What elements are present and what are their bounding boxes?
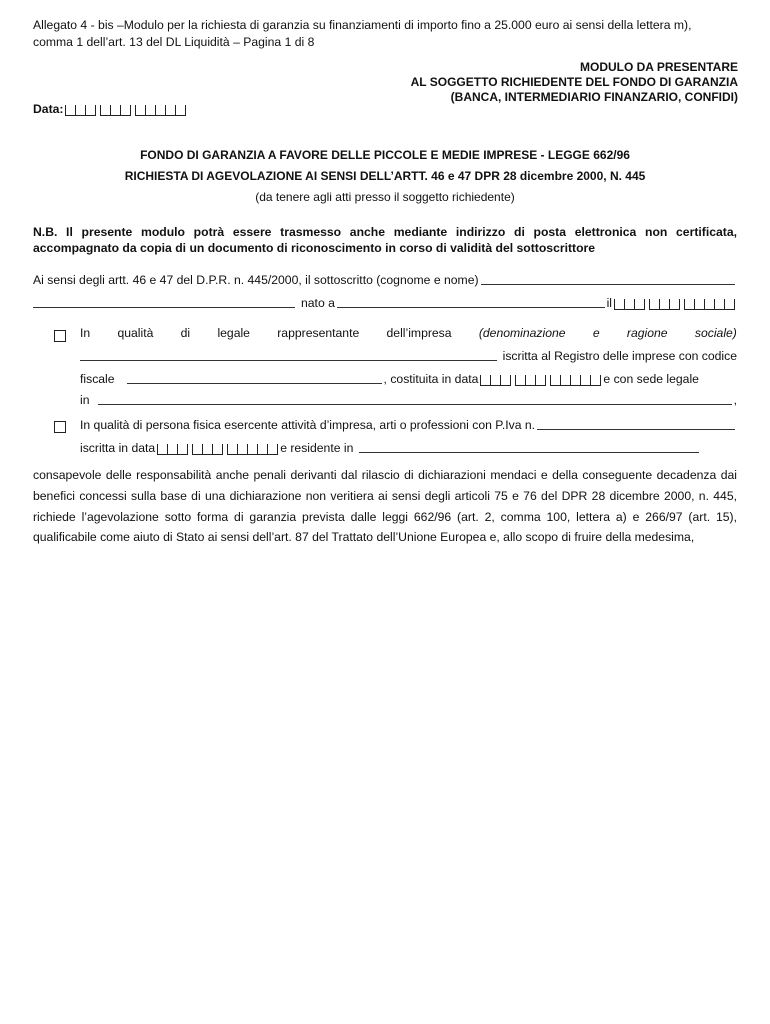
header-line-1: Allegato 4 - bis –Modulo per la richiesta di garanzia su finanziamenti di importo fino a 25.000 euro ai sensi della lettera m), — [33, 18, 692, 32]
seat-line — [80, 392, 737, 407]
fiscal-line — [80, 371, 737, 386]
option1-italic-word: e — [592, 326, 600, 340]
date-input-boxes[interactable] — [65, 105, 190, 116]
document-subtitle: RICHIESTA DI AGEVOLAZIONE AI SENSI DELL’ARTT. 46 e 47 DPR 28 dicembre 2000, N. 445 — [124, 169, 646, 183]
declaration-paragraph: consapevole delle responsabilità anche penali derivanti dal rilascio di dichiarazioni mendaci e della conseguente decadenza dai benefici concessi sulla base di una dichiarazione non veritiera ai sensi degli articoli 75 e 76 del DPR 28 dicembre 2000, n. 445, richiede l’agevolazione sotto forma di garanzia prevista dalle leggi 662/96 (art. 2, comma 100, lettera a) e 266/97 (art. 15), qualificabile come aiuto di Stato ai sensi dell’art. 87 del Trattato dell’Unione Europea e, allo scopo di fruire della medesima, — [33, 468, 737, 545]
addressee-block — [411, 60, 738, 105]
fiscal-label: fiscale — [80, 372, 115, 386]
option1-word: legale — [217, 326, 250, 340]
option1-italic-word: ragione — [626, 326, 668, 340]
document-note: (da tenere agli atti presso il soggetto richiedente) — [255, 190, 515, 204]
option1-word: di — [180, 326, 191, 340]
birthdate-label: il — [606, 296, 612, 310]
date-label: Data: — [33, 102, 64, 116]
vat-number-field[interactable] — [537, 417, 735, 430]
signer-name-continuation-field[interactable] — [33, 295, 295, 308]
option2-line — [80, 417, 737, 432]
nb-notice: N.B. Il presente modulo potrà essere trasmesso anche mediante indirizzo di posta elettronica non certificata, accompagnato da copia di un documento di riconoscimento in corso di validità del sottoscrittore — [33, 225, 737, 255]
option1-italic-word: (denominazione — [478, 326, 566, 340]
in-label: in — [80, 393, 90, 407]
company-name-line — [80, 348, 737, 363]
sole-trader-checkbox[interactable] — [54, 421, 66, 433]
seat-address-field[interactable] — [98, 392, 732, 405]
birthdate-boxes[interactable] — [614, 299, 735, 310]
option1-word: qualità — [117, 326, 154, 340]
option1-italic-word: sociale) — [694, 326, 737, 340]
born-label: nato a — [301, 296, 335, 310]
header-line-2: comma 1 dell’art. 13 del DL Liquidità – Pagina 1 di 8 — [33, 35, 315, 49]
signer-line — [33, 272, 737, 287]
seat-label: e con sede legale — [603, 372, 699, 386]
option2-label: In qualità di persona fisica esercente attività d’impresa, arti o professioni con P.Iva n. — [80, 418, 536, 432]
birth-line — [33, 295, 737, 310]
option1-word: In — [80, 326, 91, 340]
resident-label: e residente in — [280, 441, 354, 455]
registration-date-boxes[interactable] — [157, 444, 278, 455]
registered-label: iscritta in data — [80, 441, 156, 455]
addressee-line-3: (BANCA, INTERMEDIARIO FINANZARIO, CONFIDI) — [450, 90, 738, 104]
fiscal-code-field[interactable] — [127, 371, 382, 384]
addressee-line-1: MODULO DA PRESENTARE — [579, 60, 738, 74]
residence-field[interactable] — [359, 440, 699, 453]
date-row — [33, 102, 192, 116]
legal-representative-checkbox[interactable] — [54, 330, 66, 342]
seat-comma: , — [733, 393, 737, 407]
signer-label: Ai sensi degli artt. 46 e 47 del D.P.R. n. 445/2000, il sottoscritto (cognome e nome) — [33, 273, 479, 287]
option1-word: rappresentante — [277, 326, 360, 340]
document-title: FONDO DI GARANZIA A FAVORE DELLE PICCOLE E MEDIE IMPRESE - LEGGE 662/96 — [140, 148, 630, 162]
addressee-line-2: AL SOGGETTO RICHIEDENTE DEL FONDO DI GARANZIA — [410, 75, 738, 89]
constitution-date-boxes[interactable] — [480, 375, 601, 386]
option1-first-line — [80, 326, 737, 340]
option1-word: dell’impresa — [386, 326, 452, 340]
birthplace-field[interactable] — [337, 295, 605, 308]
option2-registration-line — [80, 440, 737, 455]
signer-name-field[interactable] — [481, 272, 735, 285]
constituted-label: , costituita in data — [383, 372, 479, 386]
registry-label: iscritta al Registro delle imprese con codice — [502, 349, 737, 363]
company-name-field[interactable] — [80, 348, 497, 361]
